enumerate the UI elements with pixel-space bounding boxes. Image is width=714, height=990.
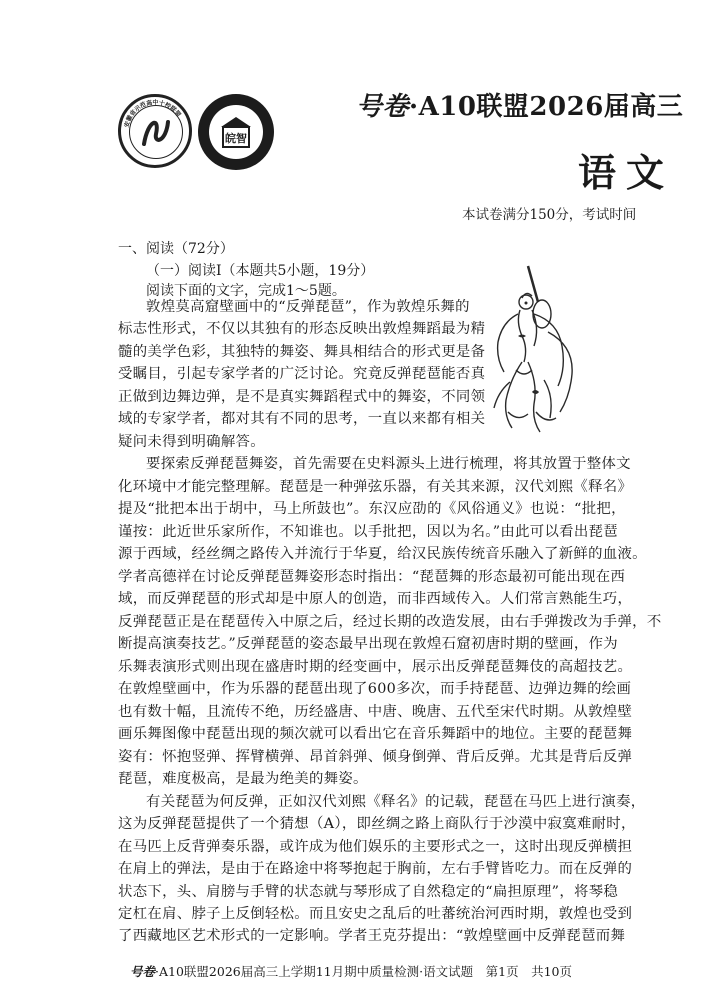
text-line: 在敦煌壁画中，作为乐器的琵琶出现了600多次，而手持琵琶、边弹边舞的绘画	[118, 681, 632, 697]
text-line: 受瞩目，引起专家学者的广泛讨论。究竟反弹琵琶能否真	[118, 366, 486, 382]
text-line: 疑问未得到明确解答。	[118, 434, 265, 450]
text-line: 标志性形式，不仅以其独有的形态反映出敦煌舞蹈最为精	[118, 321, 486, 337]
text-line: 谨按：此近世乐家所作，不知谁也。以手批把，因以为名。”由此可以看出琵琶	[118, 524, 618, 540]
footer-prefix: 号卷	[130, 964, 156, 979]
section-heading: 一、阅读（72分）	[118, 241, 234, 257]
instruction-text: 阅读下面的文字，完成1～5题。	[146, 283, 346, 299]
exam-header-prefix: 号卷	[356, 92, 410, 122]
part-heading: （一）阅读Ⅰ（本题共5小题，19分）	[146, 263, 375, 279]
text-line: 了西藏地区艺术形式的一定影响。学者王克芬提出：“敦煌壁画中反弹琵琶而舞	[118, 928, 626, 944]
exam-note: 本试卷满分150分，考试时间	[462, 207, 637, 223]
text-line: 学者高德祥在讨论反弹琵琶舞姿形态时指出：“琵琶舞的形态最初可能出现在西	[118, 569, 626, 585]
text-line: 也有数十幅，且流传不绝，历经盛唐、中唐、晚唐、五代至宋代时期。从敦煌壁	[118, 704, 633, 720]
text-line: 这为反弹琵琶提供了一个猜想（A），即丝绸之路上商队行于沙漠中寂寞难耐时，	[118, 816, 636, 832]
text-line: 正做到边舞边弹，是不是真实舞蹈程式中的舞姿，不同领	[118, 389, 486, 405]
text-line: 域，而反弹琵琶的形式却是中原人的创造，而非西域传入。人们常言熟能生巧，	[118, 591, 633, 607]
text-line: 状态下，头、肩膀与手臂的状态就与琴形成了自然稳定的“扁担原理”，将琴稳	[118, 884, 619, 900]
text-line: 提及“批把本出于胡中，马上所鼓也”。东汉应劭的《风俗通义》也说：“批把，	[118, 501, 626, 517]
text-line: 髓的美学色彩，其独特的舞姿、舞具相结合的形式更是备	[118, 344, 486, 360]
text-line: 在肩上的弹法，是由于在路途中将琴抱起于胸前，左右手臂皆吃力。而在反弹的	[118, 861, 633, 877]
alliance-logo-emblem	[129, 105, 183, 159]
wanzhi-logo	[198, 94, 274, 170]
exam-header-title	[356, 86, 683, 123]
alliance-logo-text: 安徽省示范高中十校联盟	[123, 99, 182, 129]
text-line: 化环境中才能完整理解。琵琶是一种弹弦乐器，有关其来源，汉代刘熙《释名》	[118, 479, 633, 495]
wanzhi-logo-emblem	[209, 105, 263, 159]
alliance-logo	[118, 94, 192, 168]
text-line: 域的专家学者，都对其有不同的思考，一直以来都有相关	[118, 411, 486, 427]
text-line: 断提高演奏技艺。”反弹琵琶的姿态最早出现在敦煌石窟初唐时期的壁画，作为	[118, 636, 618, 652]
exam-header-main: ·A10联盟2026届高三	[409, 92, 684, 122]
text-line: 反弹琵琶正是在琵琶传入中原之后，经过长期的改造发展，由右手弹拨改为手弹，不	[118, 614, 662, 630]
footer-text: ·A10联盟2026届高三上学期11月期中质量检测·语文试题 第1页 共10页	[155, 964, 572, 979]
page-footer	[130, 962, 572, 980]
text-line: 画乐舞图像中琵琶出现的频次就可以看出它在音乐舞蹈中的地位。主要的琵琶舞	[118, 726, 633, 742]
text-line: 源于西域，经丝绸之路传入并流行于华夏，给汉民族传统音乐融入了新鲜的血液。	[118, 546, 647, 562]
pipa-dancer-illustration	[488, 262, 580, 440]
subject-title: 语文	[578, 150, 675, 195]
text-line: 乐舞表演形式则出现在盛唐时期的经变画中，展示出反弹琵琶舞伎的高超技艺。	[118, 659, 633, 675]
text-line: 琵琶，难度极高，是最为绝美的舞姿。	[118, 771, 368, 787]
text-line: 有关琵琶为何反弹，正如汉代刘熙《释名》的记载，琵琶在马匹上进行演奏，	[146, 794, 646, 810]
wanzhi-logo-text: 皖智	[225, 132, 247, 145]
text-line: 敦煌莫高窟壁画中的“反弹琵琶”，作为敦煌乐舞的	[146, 299, 470, 315]
text-line: 在马匹上反背弹奏乐器，或许成为他们娱乐的主要形式之一，这时出现反弹横担	[118, 839, 633, 855]
text-line: 定杠在肩、脖子上反倒轻松。而且安史之乱后的吐蕃统治河西时期，敦煌也受到	[118, 906, 633, 922]
text-line: 要探索反弹琵琶舞姿，首先需要在史料源头上进行梳理，将其放置于整体文	[146, 456, 631, 472]
text-line: 姿有：怀抱竖弹、挥臂横弹、昂首斜弹、倾身倒弹、背后反弹。尤其是背后反弹	[118, 749, 633, 765]
